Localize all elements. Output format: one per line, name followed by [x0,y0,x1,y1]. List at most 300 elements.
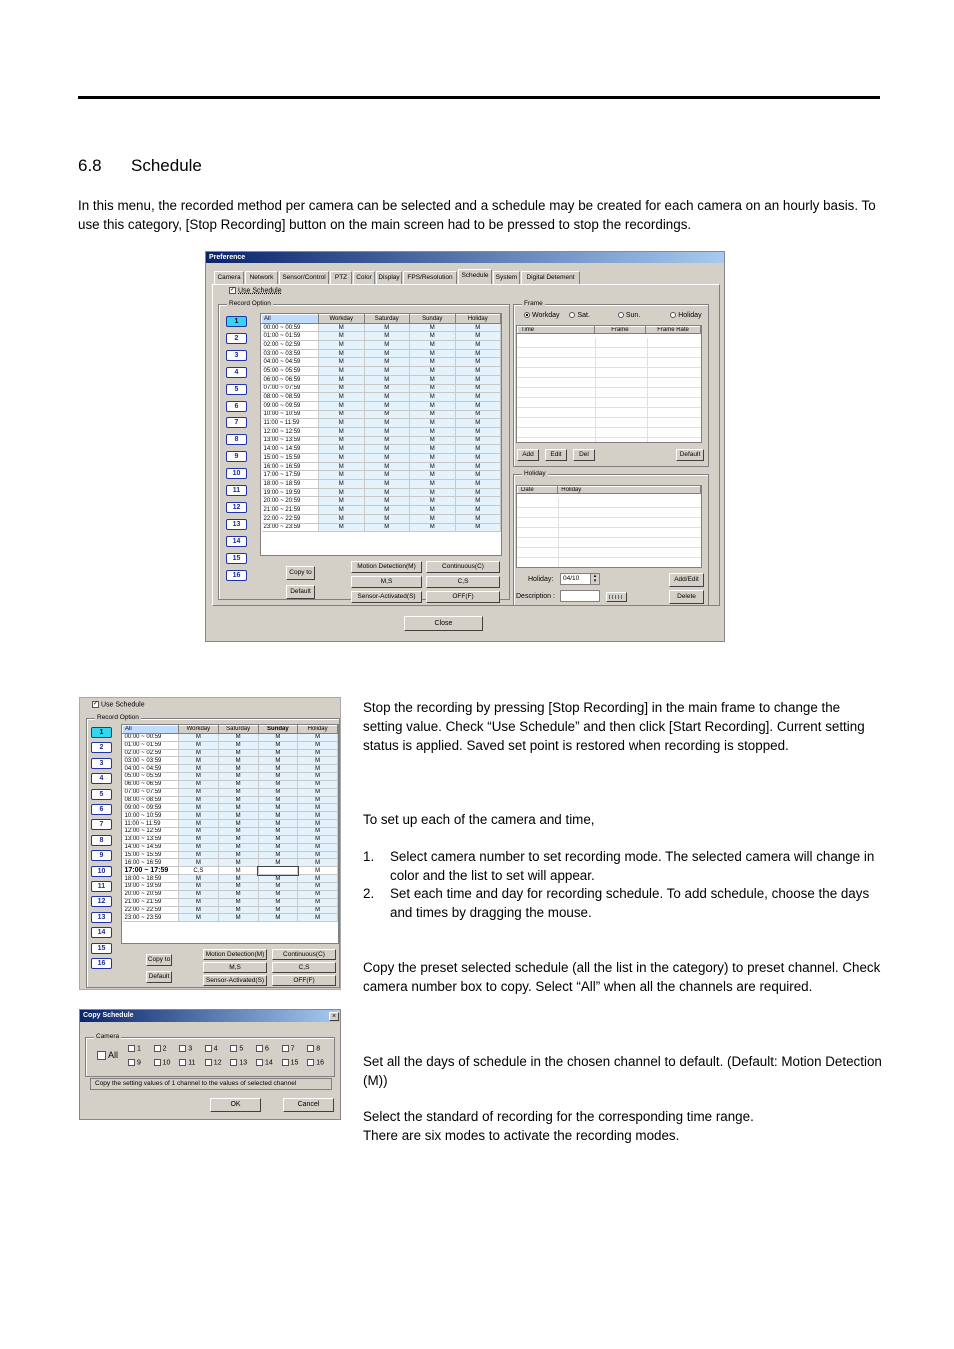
schedule-cell[interactable]: M [319,436,365,445]
table-row[interactable] [262,480,501,489]
schedule-cell[interactable]: M [258,890,298,898]
camera-7-icon[interactable]: 7 [91,819,112,830]
schedule-cell[interactable]: M [455,454,501,463]
camera-9-icon[interactable]: 9 [91,850,112,861]
schedule-cell[interactable]: M [218,733,258,741]
checkbox-box[interactable] [256,1059,263,1066]
schedule-cell[interactable]: M [319,367,365,376]
schedule-cell[interactable]: M [410,341,456,350]
schedule-cell[interactable]: M [298,859,338,867]
schedule-cell[interactable]: M [364,341,410,350]
table-row[interactable] [123,835,338,843]
schedule-cell[interactable]: M [319,384,365,393]
camera-11-icon[interactable]: 11 [226,485,247,496]
schedule-cell[interactable]: M [218,812,258,820]
schedule-cell[interactable]: M [179,843,219,851]
table-row[interactable] [262,410,501,419]
camera-7-checkbox[interactable] [282,1045,295,1052]
schedule-cell[interactable]: M [218,835,258,843]
schedule-cell[interactable]: M [410,523,456,532]
camera-15-icon[interactable]: 15 [226,553,247,564]
all-check[interactable] [97,1051,106,1060]
time-cell[interactable]: 05:00 ~ 05:59 [262,367,319,376]
table-row[interactable] [123,914,338,922]
schedule-cell[interactable]: M [218,765,258,773]
time-cell[interactable]: 06:00 ~ 06:59 [262,375,319,384]
schedule-cell[interactable]: M [455,497,501,506]
camera-16-icon[interactable]: 16 [226,570,247,581]
schedule-cell[interactable]: M [258,820,298,828]
schedule-cell[interactable]: M [410,436,456,445]
time-cell[interactable]: 08:00 ~ 08:59 [123,796,179,804]
schedule-cell[interactable]: M [179,883,219,891]
table-row[interactable] [123,773,338,781]
table-row[interactable] [262,462,501,471]
camera-4-icon[interactable]: 4 [226,367,247,378]
table-row[interactable] [123,890,338,898]
grid-col-workday[interactable]: Workday [319,315,365,324]
time-cell[interactable]: 02:00 ~ 02:59 [262,341,319,350]
schedule-cell[interactable]: M [319,445,365,454]
schedule-cell[interactable]: M [179,796,219,804]
schedule-cell[interactable]: M [218,906,258,914]
table-row[interactable] [123,820,338,828]
schedule-cell[interactable]: M [179,757,219,765]
table-row[interactable] [123,867,338,875]
time-cell[interactable]: 13:00 ~ 13:59 [262,436,319,445]
schedule-cell[interactable]: M [364,332,410,341]
holiday-date-input[interactable] [560,573,600,585]
schedule-cell[interactable]: M [410,471,456,480]
schedule-cell[interactable]: M [410,419,456,428]
camera-5-checkbox[interactable] [230,1045,243,1052]
schedule-cell[interactable]: M [298,749,338,757]
time-cell[interactable]: 11:00 ~ 11:59 [262,419,319,428]
schedule-cell[interactable]: M [298,890,338,898]
tab-camera[interactable]: Camera [214,271,244,284]
schedule-cell[interactable]: M [298,827,338,835]
crop-default-button[interactable]: Default [146,971,172,983]
crop-use-schedule-check[interactable]: ✓ [93,701,99,707]
schedule-cell[interactable]: M [410,401,456,410]
schedule-cell[interactable]: M [455,341,501,350]
table-row[interactable] [123,851,338,859]
camera-13-checkbox[interactable] [230,1059,247,1066]
schedule-cell[interactable]: M [410,454,456,463]
schedule-cell[interactable]: M [218,757,258,765]
table-row[interactable] [262,471,501,480]
schedule-cell[interactable]: M [258,906,298,914]
table-row[interactable] [262,445,501,454]
time-cell[interactable]: 16:00 ~ 16:59 [262,462,319,471]
time-cell[interactable]: 14:00 ~ 14:59 [123,843,179,851]
radio-sun[interactable] [618,312,640,319]
schedule-cell[interactable]: M [298,765,338,773]
schedule-cell[interactable]: M [179,741,219,749]
camera-8-icon[interactable]: 8 [226,434,247,445]
crop-off-button[interactable]: OFF(F) [272,975,336,986]
schedule-cell[interactable]: M [410,349,456,358]
time-cell[interactable]: 18:00 ~ 18:59 [123,875,179,883]
time-cell[interactable]: 23:00 ~ 23:59 [123,914,179,922]
schedule-cell[interactable]: M [364,323,410,332]
time-cell[interactable]: 20:00 ~ 20:59 [262,497,319,506]
camera-9-icon[interactable]: 9 [226,451,247,462]
schedule-cell[interactable]: M [258,843,298,851]
schedule-cell[interactable]: M [455,480,501,489]
schedule-cell[interactable]: M [455,358,501,367]
schedule-cell[interactable]: M [298,867,338,875]
schedule-cell[interactable]: M [455,332,501,341]
schedule-cell[interactable]: M [298,820,338,828]
schedule-cell[interactable]: M [179,749,219,757]
ok-button[interactable]: OK [210,1098,261,1112]
table-row[interactable] [123,733,338,741]
schedule-cell[interactable]: M [258,749,298,757]
default-button[interactable]: Default [286,585,315,599]
schedule-cell[interactable]: M [410,497,456,506]
schedule-cell[interactable]: M [455,514,501,523]
schedule-cell[interactable]: M [319,393,365,402]
crop-use-schedule-checkbox[interactable] [92,701,145,708]
checkbox-box[interactable] [154,1059,161,1066]
continuous-button[interactable]: Continuous(C) [426,561,500,573]
schedule-cell[interactable]: M [258,796,298,804]
camera-14-icon[interactable]: 14 [91,927,112,938]
schedule-cell[interactable]: M [258,804,298,812]
table-row[interactable] [262,375,501,384]
schedule-cell[interactable]: M [364,367,410,376]
time-cell[interactable]: 17:00 ~ 17:59 [123,867,179,875]
checkbox-box[interactable] [154,1045,161,1052]
schedule-cell[interactable]: M [218,890,258,898]
camera-6-icon[interactable]: 6 [226,401,247,412]
schedule-cell[interactable]: M [364,506,410,515]
checkbox-box[interactable] [205,1059,212,1066]
schedule-cell[interactable]: M [410,375,456,384]
table-row[interactable] [262,323,501,332]
schedule-cell[interactable]: M [410,427,456,436]
schedule-cell[interactable]: M [258,898,298,906]
camera-6-icon[interactable]: 6 [91,804,112,815]
checkbox-box[interactable] [230,1059,237,1066]
schedule-cell[interactable]: M [258,733,298,741]
radio-holiday[interactable] [670,312,701,319]
description-input[interactable] [560,590,600,602]
table-row[interactable] [123,812,338,820]
schedule-cell[interactable]: M [179,859,219,867]
camera-14-icon[interactable]: 14 [226,536,247,547]
schedule-cell[interactable]: M [364,419,410,428]
schedule-cell[interactable]: M [179,765,219,773]
time-cell[interactable]: 18:00 ~ 18:59 [262,480,319,489]
table-row[interactable] [262,367,501,376]
schedule-cell[interactable]: M [218,741,258,749]
schedule-cell[interactable]: M [218,827,258,835]
time-cell[interactable]: 07:00 ~ 07:59 [262,384,319,393]
camera-16-icon[interactable]: 16 [91,958,112,969]
camera-2-icon[interactable]: 2 [226,333,247,344]
schedule-cell[interactable]: M [319,480,365,489]
checkbox-box[interactable] [307,1059,314,1066]
radio-sat[interactable] [569,312,589,319]
schedule-cell[interactable]: M [218,898,258,906]
schedule-cell[interactable]: M [298,796,338,804]
schedule-cell[interactable]: M [410,514,456,523]
camera-11-checkbox[interactable] [179,1059,195,1066]
grid-col-saturday[interactable]: Saturday [364,315,410,324]
camera-15-checkbox[interactable] [282,1059,299,1066]
camera-1-icon[interactable]: 1 [226,316,247,327]
tab-network[interactable]: Network [245,271,278,284]
schedule-cell[interactable]: M [319,506,365,515]
grid-col-holiday[interactable]: Holiday [298,726,338,734]
keyboard-button[interactable] [606,592,627,602]
tab-schedule[interactable]: Schedule [458,269,492,284]
schedule-cell[interactable]: M [218,843,258,851]
time-cell[interactable]: 03:00 ~ 03:59 [262,349,319,358]
schedule-cell[interactable]: M [218,788,258,796]
schedule-cell[interactable]: M [364,358,410,367]
schedule-cell[interactable]: M [319,349,365,358]
schedule-cell[interactable]: M [258,914,298,922]
schedule-cell[interactable]: M [298,843,338,851]
schedule-cell[interactable]: M [455,462,501,471]
schedule-cell[interactable]: M [364,401,410,410]
schedule-cell[interactable]: M [298,812,338,820]
schedule-cell[interactable]: M [364,462,410,471]
camera-2-icon[interactable]: 2 [91,742,112,753]
grid-col-workday[interactable]: Workday [179,726,219,734]
checkbox-box[interactable] [128,1059,135,1066]
schedule-cell[interactable]: M [455,375,501,384]
table-row[interactable] [262,393,501,402]
schedule-cell[interactable]: M [455,349,501,358]
time-cell[interactable]: 15:00 ~ 15:59 [123,851,179,859]
time-cell[interactable]: 13:00 ~ 13:59 [123,835,179,843]
schedule-cell[interactable]: M [218,914,258,922]
schedule-cell[interactable]: M [319,427,365,436]
schedule-cell[interactable]: M [319,401,365,410]
schedule-cell[interactable]: M [364,514,410,523]
schedule-cell[interactable]: M [298,898,338,906]
schedule-cell[interactable]: M [179,773,219,781]
schedule-cell[interactable]: M [218,804,258,812]
tab-sensor-control[interactable]: Sensor/Control [279,271,329,284]
time-cell[interactable]: 00:00 ~ 00:59 [262,323,319,332]
schedule-cell[interactable]: M [218,859,258,867]
checkbox-box[interactable] [282,1045,289,1052]
camera-12-checkbox[interactable] [205,1059,222,1066]
table-row[interactable] [123,875,338,883]
checkbox-box[interactable] [179,1059,186,1066]
tab-color[interactable]: Color [353,271,375,284]
checkbox-box[interactable] [256,1045,263,1052]
schedule-cell[interactable]: M [364,471,410,480]
schedule-cell[interactable]: M [218,883,258,891]
checkbox-box[interactable] [128,1045,135,1052]
schedule-cell[interactable]: M [455,436,501,445]
table-row[interactable] [262,358,501,367]
grid-col-holiday[interactable]: Holiday [455,315,501,324]
table-row[interactable] [123,898,338,906]
table-row[interactable] [262,384,501,393]
camera-9-checkbox[interactable] [128,1059,141,1066]
camera-12-icon[interactable]: 12 [91,896,112,907]
cs-button[interactable]: C,S [426,576,500,588]
time-cell[interactable]: 17:00 ~ 17:59 [262,471,319,480]
table-row[interactable] [123,859,338,867]
schedule-cell[interactable]: M [410,384,456,393]
table-row[interactable] [123,843,338,851]
schedule-cell[interactable]: M [319,497,365,506]
camera-4-checkbox[interactable] [205,1045,218,1052]
checkbox-box[interactable] [307,1045,314,1052]
schedule-cell[interactable]: M [455,523,501,532]
schedule-cell[interactable]: M [319,454,365,463]
schedule-cell[interactable]: M [364,384,410,393]
spin-arrows-icon[interactable]: ▴ ▾ [590,574,599,584]
time-cell[interactable]: 03:00 ~ 03:59 [123,757,179,765]
holiday-table[interactable] [516,485,702,568]
table-row[interactable] [262,332,501,341]
schedule-cell[interactable]: M [319,523,365,532]
tab-system[interactable]: System [493,271,520,284]
table-row[interactable] [262,401,501,410]
schedule-cell[interactable]: M [319,471,365,480]
time-cell[interactable]: 01:00 ~ 01:59 [262,332,319,341]
schedule-cell[interactable]: M [258,875,298,883]
time-cell[interactable]: 09:00 ~ 09:59 [123,804,179,812]
table-row[interactable] [262,514,501,523]
tab-digital-detement[interactable]: Digital Detement [521,271,580,284]
table-row[interactable] [123,749,338,757]
schedule-cell[interactable]: M [455,471,501,480]
frame-add-button[interactable]: Add [517,449,539,461]
schedule-cell[interactable]: M [298,851,338,859]
schedule-cell[interactable]: M [455,401,501,410]
time-cell[interactable]: 10:00 ~ 10:59 [123,812,179,820]
schedule-cell[interactable]: M [298,883,338,891]
schedule-cell[interactable]: M [179,788,219,796]
schedule-cell[interactable]: M [179,898,219,906]
table-row[interactable] [262,419,501,428]
crop-motion-detection-button[interactable]: Motion Detection(M) [203,949,267,960]
schedule-cell[interactable]: M [218,851,258,859]
schedule-cell[interactable]: M [319,323,365,332]
camera-3-icon[interactable]: 3 [91,758,112,769]
schedule-cell[interactable]: M [455,419,501,428]
table-row[interactable] [262,454,501,463]
schedule-cell[interactable]: M [258,835,298,843]
camera-10-checkbox[interactable] [154,1059,171,1066]
schedule-cell[interactable]: M [179,804,219,812]
time-cell[interactable]: 15:00 ~ 15:59 [262,454,319,463]
schedule-cell[interactable]: M [410,445,456,454]
schedule-cell[interactable]: M [364,497,410,506]
schedule-cell[interactable]: M [179,827,219,835]
schedule-cell[interactable]: M [364,349,410,358]
time-cell[interactable]: 12:00 ~ 12:59 [262,427,319,436]
schedule-cell[interactable]: M [298,788,338,796]
schedule-cell[interactable]: M [179,875,219,883]
schedule-cell[interactable]: M [455,323,501,332]
frame-edit-button[interactable]: Edit [545,449,567,461]
schedule-cell[interactable]: M [410,480,456,489]
frame-default-button[interactable]: Default [676,449,704,461]
table-row[interactable] [123,757,338,765]
schedule-cell[interactable]: M [298,875,338,883]
schedule-cell[interactable]: M [455,427,501,436]
schedule-cell[interactable]: M [455,445,501,454]
camera-1-icon[interactable]: 1 [91,727,112,738]
camera-5-icon[interactable]: 5 [91,789,112,800]
time-cell[interactable]: 05:00 ~ 05:59 [123,773,179,781]
checkbox-box[interactable] [282,1059,289,1066]
crop-continuous-button[interactable]: Continuous(C) [272,949,336,960]
table-row[interactable] [262,349,501,358]
schedule-cell[interactable]: M [298,757,338,765]
cancel-button[interactable]: Cancel [283,1098,334,1112]
time-cell[interactable]: 04:00 ~ 04:59 [123,765,179,773]
table-row[interactable] [123,906,338,914]
off-button[interactable]: OFF(F) [426,591,500,603]
camera-15-icon[interactable]: 15 [91,943,112,954]
table-row[interactable] [123,804,338,812]
schedule-cell[interactable]: M [364,488,410,497]
schedule-cell[interactable]: M [179,820,219,828]
schedule-cell[interactable]: M [298,914,338,922]
time-cell[interactable]: 19:00 ~ 19:59 [262,488,319,497]
grid-col-sunday[interactable]: Sunday [410,315,456,324]
schedule-cell[interactable]: M [410,488,456,497]
schedule-cell[interactable]: M [319,410,365,419]
table-row[interactable] [123,741,338,749]
grid-all-header[interactable]: All [123,726,179,734]
schedule-cell[interactable]: M [258,859,298,867]
schedule-cell[interactable]: M [319,341,365,350]
table-row[interactable] [262,523,501,532]
all-checkbox[interactable] [97,1050,118,1060]
schedule-cell[interactable]: M [364,454,410,463]
tab-ptz[interactable]: PTZ [330,271,352,284]
schedule-cell[interactable]: M [319,488,365,497]
frame-table[interactable] [516,325,702,443]
radio-workday[interactable] [524,312,560,319]
camera-8-icon[interactable]: 8 [91,835,112,846]
checkbox-box[interactable] [230,1045,237,1052]
schedule-cell[interactable]: M [364,375,410,384]
holiday-add-edit-button[interactable]: Add/Edit [669,573,704,587]
time-cell[interactable]: 10:00 ~ 10:59 [262,410,319,419]
schedule-cell[interactable]: M [258,827,298,835]
camera-13-icon[interactable]: 13 [91,912,112,923]
schedule-cell[interactable] [258,867,298,875]
time-cell[interactable]: 11:00 ~ 11:59 [123,820,179,828]
sensor-activated-button[interactable]: Sensor-Activated(S) [351,591,422,603]
time-cell[interactable]: 07:00 ~ 07:59 [123,788,179,796]
time-cell[interactable]: 21:00 ~ 21:59 [123,898,179,906]
schedule-cell[interactable]: M [364,445,410,454]
time-cell[interactable]: 14:00 ~ 14:59 [262,445,319,454]
crop-cs-button[interactable]: C,S [272,962,336,973]
time-cell[interactable]: 16:00 ~ 16:59 [123,859,179,867]
camera-3-checkbox[interactable] [179,1045,192,1052]
schedule-cell[interactable]: M [218,796,258,804]
camera-6-checkbox[interactable] [256,1045,269,1052]
table-row[interactable] [262,497,501,506]
time-cell[interactable]: 22:00 ~ 22:59 [123,906,179,914]
